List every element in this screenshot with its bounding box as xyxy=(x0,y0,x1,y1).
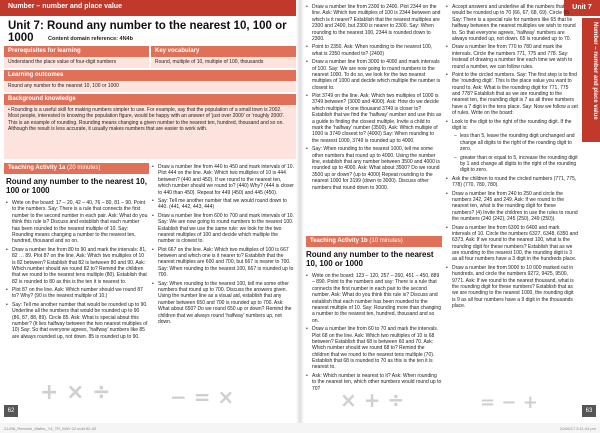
footer-right: 21/06/17 3:11:04 pm xyxy=(559,426,596,431)
right-col2-bullet: • Point to the circled numbers. Say: The first step is to find the ‘rounding digit’. This is the place value you want to round to. Ask: What is the rounding digit for 771, 775 and 778? Establish that as we are rounding to the nearest ten, the rounding digit is 7 as all three numbers have a 7 digit in the tens place. Say: Now we follow a set of rules. Write on the board: xyxy=(446,72,578,117)
vocab-body: Round, multiple of 10, multiple of 100, thousands xyxy=(151,57,296,68)
right-page xyxy=(300,0,600,433)
deco-symbol: + × ÷ xyxy=(40,380,111,405)
activity-1b-time: (10 minutes) xyxy=(367,238,403,244)
right-col2b-bullet: • Ask the children to round the circled numbers (771, 775, 778) (770, 780, 780). xyxy=(446,176,578,189)
right-col2-bullet: • Draw a number line from 770 to 780 and mark the intervals. Circle the numbers 771, 775 and 778. Say: Instead of drawing a number line each time we wish to round a number, we can follow rules. xyxy=(446,44,578,70)
right-col1-bullet: • Say: When rounding to the nearest 1000, tell me some other numbers that round up to 4000. Using the number line, establish that any number between 3500 and 4000 is rounded up to 4000. Ask: What about 3500? Do we round 3500 up or down? (up to 4000) Repeat rounding to the nearest 1000 for 3199 (down to 3000). Discuss other numbers that round down to 3000. xyxy=(306,146,442,191)
unit-tag: Unit 7 xyxy=(564,0,600,16)
gutter xyxy=(296,0,304,433)
activity-1a-heading: Round any number to the nearest 10, 100 or 1000 xyxy=(6,177,147,195)
left-col2 xyxy=(152,164,294,327)
left-col2-bullet: • Draw a number line from 600 to 700 and mark intervals of 10. Say: We are now going to round numbers to the nearest 100. Establish that we use the same rule: we look for the two nearest multiples of 100 and decide which multiple the number is closest to. xyxy=(152,213,294,245)
activity-1b-band xyxy=(306,236,442,247)
left-col2-bullet: • Say: Tell me another number that we would round down to 440. (441, 442, 443, 444) xyxy=(152,198,294,211)
outcomes-body: Round any number to the nearest 10, 100 or 1000 xyxy=(4,81,296,92)
right-col2-bullet: • Look to the digit to the right of the rounding digit. If the digit is: xyxy=(446,119,578,132)
right-col1 xyxy=(306,4,442,193)
right-col1-bullet: • Plot 3749 on the line. Ask: Which two multiples of 1000 is 3749 between? (3000 and 4000). Ask: How do we decide which multiple of one thousand 3749 is closer to? Establish that we find the ‘halfway’ number and use this as a guide to finding the closest multiple. Invite a child to mark the ‘halfway’ number (3500). Ask: Which multiple of 1000 is 3749 closest to? (4000) Say: When rounding to the nearest 1000, 3749 is rounded up to 4000. xyxy=(306,93,442,144)
right-col1b-bullet: • Write on the board: 123 – 120, 257 – 260, 451 – 450, 889 – 890. Point to the numbers and say: There is a rule that connects the first number in each pair to the second number. Ask: What do you think this rule is? Discuss and establish that each number has been rounded to the nearest multiple of 10. Say: Rounding more than changing a number to the nearest ten, hundred, thousand and so on. xyxy=(306,273,442,324)
right-col1b-bullet: • Ask: Which number is nearest to it? Ask: When rounding to the nearest ten, which other numbers would round up to 70? xyxy=(306,373,442,392)
right-col2b-bullet: • Draw a number line from 240 to 250 and circle the numbers 242, 245 and 249. Ask: If we round to the nearest ten, what is the rounding digit for these numbers? (4) Invite the children to use the rules to round the numbers (240 (242), 245 (250), 249 (250)). xyxy=(446,191,578,223)
deco-symbol: − = × xyxy=(170,385,235,409)
deco-symbol: = − + xyxy=(480,392,538,413)
vocab-header: Key vocabulary xyxy=(151,46,296,57)
activity-1b-label: Teaching Activity 1b xyxy=(310,238,368,244)
left-col1-bullet: • Say: Tell me another number that would be rounded up to 90. Underline all the numbers that would be rounded up to 90 (86, 87, 88, 89). Circle 85. Ask: What is special about this number? (It lies halfway between the two nearest multiples of 10) Say: So that everyone agrees, ‘halfway’ numbers like 85 are always rounded up, not down. 85 is rounded up to 90. xyxy=(6,302,148,340)
activity-1a-time: (20 minutes) xyxy=(65,165,101,171)
side-tab-label: Number – number and place value xyxy=(592,22,598,120)
right-col2-bullet: • Accept answers and underline all the numbers that would be rounded up to 70 (66, 67, 68, 69). Circle 65. Say: There is a special rule for numbers like 65 that lie halfway between the nearest multiples we wish to round to. So that everyone agrees, ‘halfway’ numbers are always rounded up, not down. 65 is rounded up to 70. xyxy=(446,4,578,42)
left-col1-bullet: • Write on the board: 17 – 20, 42 – 40, 76 – 80, 81 – 90. Point to the numbers. Say: There is a rule that connects the first number to the second number in each pair. Ask: What do you think this rule is? Discuss and establish that each number has been rounded to the nearest multiple of 10. Say: Rounding means changing a number to the nearest ten, hundred, thousand and so on. xyxy=(6,200,148,245)
right-col1b-bullet: • Draw a number line from 60 to 70 and mark the intervals. Plot 68 on the line. Ask: Which two multiples of 10 is 68 between? Establish that 68 is between 60 and 70. Ask: Which number should we round 68 to? Remind the children that we round to the nearest tens multiple (70). Establish that 68 is rounded to 70 as this is the ten it is nearest to. xyxy=(306,326,442,371)
header-title: Number – number and place value xyxy=(8,3,122,10)
print-footer xyxy=(0,423,600,433)
activity-1b-heading: Round any number to the nearest 10, 100 or 1000 xyxy=(306,250,434,268)
background-body: • Rounding is a useful skill for making numbers simpler to use. For example, say that the population of a small town is 2002. Most people, interested in knowing the population figure, would be happy with an answer of ‘just over 2000’ or ‘roughly 2000’. This is an example of rounding. Rounding means changing a given number to the nearest ten, hundred, thousand and so on. Although the result is less accurate, it usually makes numbers that are easier to work with. xyxy=(4,105,296,159)
left-col1 xyxy=(6,200,148,342)
activity-1a-label: Teaching Activity 1a xyxy=(8,165,66,171)
activity-1a-band xyxy=(4,163,149,174)
deco-symbol: × + ÷ xyxy=(340,388,405,412)
right-col1-bullet: • Draw a number line from 2300 to 2400. Plot 2344 on the line. Ask: Which two multiples of 100 is 2344 between and which is it nearer? Establish that the nearest multiples are 2300 and 2400, but 2300 is nearer to 2300. Say: When rounding to the nearest 100, 2344 is rounded down to 2300. xyxy=(306,4,442,42)
right-col2 xyxy=(446,4,578,312)
right-col1-bullet: • Point to 2350. Ask: When rounding to the nearest 100, what is 2350 rounded to? (2400) xyxy=(306,44,442,57)
footer-left: 21436_Rebonin_Maths_Y4_TR_MAY 02.indd 62-63 xyxy=(4,426,97,431)
header-band xyxy=(0,0,300,16)
rule-sub-bullet: – greater than or equal to 5, increase the rounding digit by 1 and change all digits to the right of the rounding digit to zero. xyxy=(454,155,578,174)
prereq-header: Prerequisites for learning xyxy=(4,46,149,57)
outcomes-header: Learning outcomes xyxy=(4,70,296,81)
content-domain: Content domain reference: 4N4b xyxy=(48,36,133,42)
page-number: 63 xyxy=(582,405,596,417)
right-col2b-bullet: • Draw a number line from 6300 to 6400 and mark intervals of 10. Circle the numbers 6327, 6348, 6350 and 6373. Ask: If we round to the nearest 100, what is the rounding digit for these numbers? Establish that as we are rounding to the nearest 100, the rounding digit is 3 as all four numbers have a 3 digit in the hundreds place. xyxy=(446,225,578,263)
left-col2-bullet: • Draw a number line from 440 to 450 and mark intervals of 10. Plot 444 on the line. Ask: Which two multiples of 10 is 444 between? (440 and 450). If we round to the nearest ten, which number should we round to? (440) Why? (444 is closer to 440 than 450). Repeat for 449 (450) and 445 (450). xyxy=(152,164,294,196)
left-col1-bullet: • Plot 87 on the line. Ask: Which number should we round 87 to? Why? (90 is the nearest multiple of 10.) xyxy=(6,287,148,300)
background-header: Background knowledge xyxy=(4,94,296,105)
left-col1-bullet: • Draw a number line from 80 to 90 and mark the intervals: 81, 82 … 89. Plot 87 on the line. Ask: Which two multiples of 10 is 82 between? Establish that 82 is between 80 and 90. Ask: Which number should we round 82 to? Remind the children that we round to the nearest tens multiple (80). Establish that 82 is rounded to 80 as this is the ten it is nearest to. xyxy=(6,247,148,285)
right-col1b xyxy=(306,273,442,394)
rule-sub-bullet: – less than 5, leave the rounding digit unchanged and change all digits to the right of the rounding digit to zero. xyxy=(454,133,578,152)
unit-title: Unit 7: Round any number to the nearest 10, 100 or 1000 xyxy=(8,20,287,44)
left-col2-bullet: • Plot 667 on the line. Ask: Which two multiples of 100 is 667 between and which one is it nearer to? Establish that the nearest multiples are 600 and 700, but 667 is nearer to 700. Say: When rounding to the nearest 100, 667 is rounded up to 700. xyxy=(152,247,294,279)
left-col2-bullet: • Say: When rounding to the nearest 100, tell me some other numbers that round up to 700. Discuss the answers given. Using the number line as a visual aid, establish that any number between 650 and 700 is rounded up to 700. Ask: What about 650? Do we round 650 up or down? Remind the children that we always round ‘halfway’ numbers up, not down. xyxy=(152,281,294,326)
right-col2b-bullet: • Draw a number line from 9000 to 10 000 marked out in hundreds, and circle the numbers 9272, 9425, 9500, 9771. Ask: If we round to the nearest thousand, what is the rounding digit for these numbers? Establish that as we are rounding to the nearest 1000, the rounding digit is 9 as all four numbers have a 9 digit in the thousands place. xyxy=(446,265,578,310)
prereq-body: Understand the place value of four-digit numbers xyxy=(4,57,149,68)
page-number: 62 xyxy=(4,405,18,417)
right-col1-bullet: • Draw a number line from 3000 to 4000 and mark intervals of 100. Say: We are now going to round numbers to the nearest 1000. To do so, we look for the two nearest multiples of 1000 and decide which multiple the number is closest to. xyxy=(306,59,442,91)
